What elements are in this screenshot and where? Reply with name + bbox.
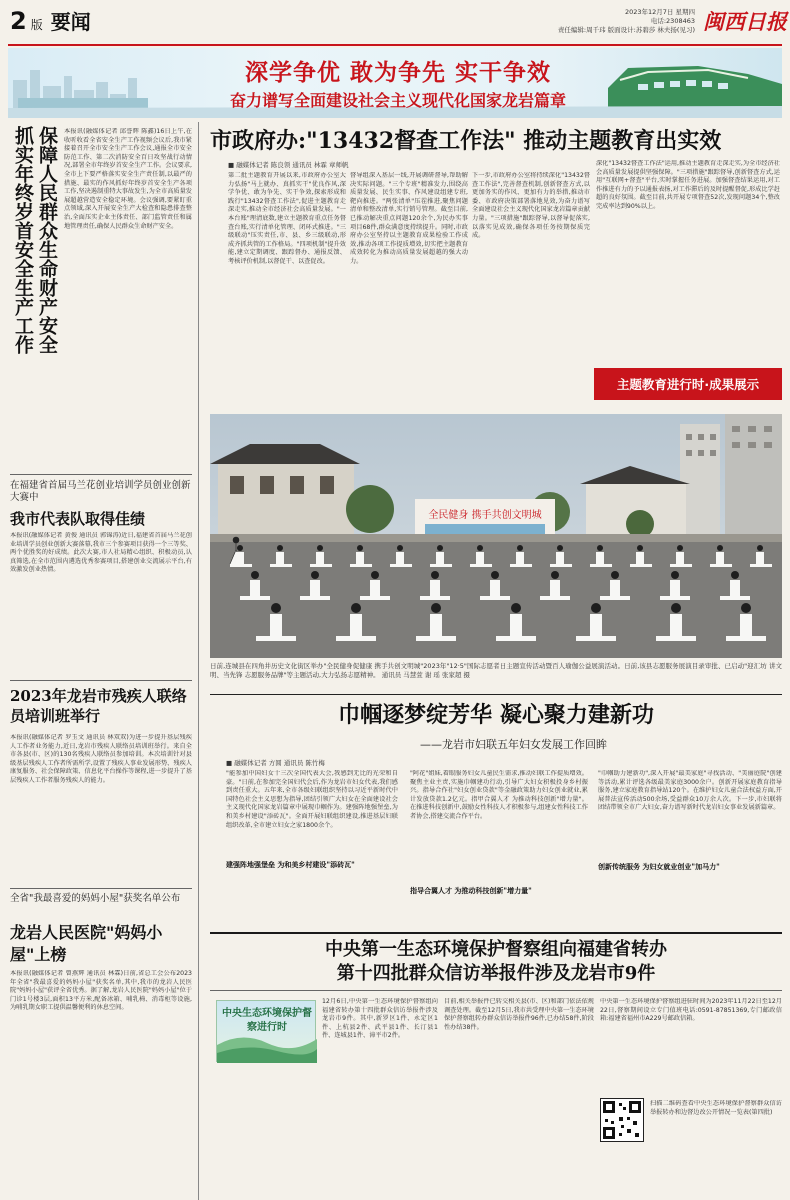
- qr-code[interactable]: [600, 1098, 644, 1142]
- main-article-col-3: 下一步,市政府办公室将持续深化"13432督查工作法",完善督查机制,创新督查方式,以更加务实的作风、更加有力的举措,推动市委、市政府决策部署落地见效,为奋力谱写全面建设社会主义现代化国家龙岩篇章贡献力量。"三项措施"跟踪督导,以督导促落实,以落实见成效,确保各项任务按期保质完成。: [472, 172, 590, 240]
- article-title: 我市代表队取得佳绩: [10, 510, 146, 528]
- env-logo-text: 中央生态环境保护督察进行时: [222, 1008, 312, 1033]
- women-article-col-3-cont: [598, 874, 782, 928]
- env-article-col-3: 中央第一生态环境保护督察组进驻时间为2023年11月22日至12月22日,督察期间设立专门值班电话:0591-87851369,专门邮政信箱:福建省福州市A229号邮政信箱。: [600, 998, 782, 1023]
- women-article-col-1: "能参加中国妇女十三次全国代表大会,我感到无比的光荣和自豪。"日前,在参加完全国妇代会后,作为龙岩市妇女代表,我们感到责任重大。五年来,全市各级妇联组织坚持以习近平新时代中国特色社会主义思想为指导,团结引领广大妇女在全面建设社会主义现代化国家龙岩篇章中展现巾帼作为。建强阵地强堡垒,为和美乡村建设"添砖瓦"。全面开展妇联组织建设,推进基层妇联组织改革,全市建立妇女之家1800余个。: [226, 770, 398, 829]
- women-article-col-1-cont: [226, 872, 398, 924]
- qr-code-icon: [601, 1099, 643, 1141]
- issue-date: 2023年12月7日 星期四: [624, 8, 695, 16]
- main-article-byline: ■ 融媒体记者 陈良领 通讯员 林霖 章师帆: [228, 161, 349, 169]
- women-article-col-2: "阿花"姐妹,着眼服务妇女儿童民生需求,推动妇联工作提质增效。聚焦主业主责,实施巾帼建功行动,引导广大妇女积极投身乡村振兴。指导合作社"妇女创业贷款"等金融政策助力妇女创业就业,累计发放贷款1.2亿元。指甲合翼人才 为推动科技创新"增力量"。在推进科技创新中,鼓励女性科技人才积极参与,组建女性科技工作者协会,搭建交流合作平台。: [410, 770, 588, 820]
- women-section-head-2: 指导合翼人才 为推动科技创新"增力量": [410, 886, 532, 895]
- women-article-title: 巾帼逐梦绽芳华 凝心聚力建新功: [338, 702, 654, 728]
- article-body: 本报讯(融媒体记者 罗玉文 通讯员 林双双)为进一步提升基层残疾人工作者业务能力,近日,龙岩市残疾人联络员培训班举行。来自全市各县(市、区)的130名残疾人联络员参加培训。本次培训针对县级基层残疾人工作者所需所学,设置了残疾人事业发展形势、残疾人康复服务、社会保障政策、信息化平台操作等课程,进一步提升了基层残疾人工作者服务残疾人的能力。: [10, 734, 192, 784]
- banner-line-2: 奋力谱写全面建设社会主义现代化国家龙岩篇章: [229, 91, 566, 110]
- env-article-title-1: 中央第一生态环境保护督察组向福建省转办: [325, 939, 667, 960]
- women-article-byline: ■ 融媒体记者 方圆 通讯员 陈竹梅: [226, 759, 325, 767]
- theme-red-banner: [594, 368, 782, 400]
- qr-caption: 扫描二维码查看中央生态环境保护督察群众信访举报转办和边督边改公开情况一览表(第四批): [650, 1100, 782, 1116]
- page-suffix: 版: [30, 18, 43, 32]
- article-body: 本报讯(融媒体记者 曾燕辉 通讯员 林霖)日前,省总工会公布2023年全省"我最喜爱的妈妈小屋"获奖名单,其中,我市的龙岩人民医院"妈妈小屋"获评全省优秀。据了解,龙岩人民医院"妈妈小屋"位于门诊1号楼3层,面积13平方米,配备冰箱、哺乳椅、消毒柜等设施,为哺乳期女职工提供温馨便利的休息空间。: [10, 970, 192, 1012]
- yoga-photo: [210, 414, 782, 658]
- paper-logo: 闽西日报: [703, 9, 787, 34]
- main-article-right-col: 深化"13432督查工作法"运用,推动主题教育走深走实,为全市经济社会高质量发展提供坚强保障。"三项措施"跟踪督导,创新督查方式,运用"互联网+督查"平台,实时掌握任务进展。加强督查结果运用,对工作推进有力的予以通报表扬,对工作滞后的及时提醒督促,形成比学赶超的良好氛围。截至目前,共开展专项督查52次,发现问题34个,整改完成率达到90%以上。: [596, 160, 780, 210]
- women-section-head-1: 建强阵地强堡垒 为和美乡村建设"添砖瓦": [226, 860, 355, 869]
- vertical-headline-2: 抓实年终岁首安全生产工作: [12, 126, 34, 354]
- env-logo: [216, 1000, 316, 1062]
- section-name: 要闻: [50, 10, 91, 34]
- theme-red-banner-text: 主题教育进行时·成果展示: [616, 377, 760, 392]
- env-article-col-1: 12月6日,中央第一生态环境保护督察组向福建省转办第十四批群众信访举报件涉及龙岩市9件。其中,新罗区1件、永定区1件、上杭县2件、武平县1件、长汀县1件、连城县1件、漳平市2件。: [322, 998, 438, 1040]
- article-pre-title: 在福建省首届马兰花创业培训学员创业创新大赛中: [10, 480, 191, 503]
- women-section-head-3: 创新传统服务 为妇女就业创业"加马力": [598, 862, 720, 871]
- vertical-headline-1: 保障人民群众生命财产安全: [36, 126, 58, 354]
- article-safety-body: 本报讯(融媒体记者 邱誉辉 陈鑫)16日上午,在收听收看全省安全生产工作视频会议后,我市紧接着召开全市安全生产工作会议,通报全市安全防范工作、第二次消防安全百日攻坚战行动情况,部署全市年终岁首安全生产工作。会议要求,全市上下要严格落实安全生产责任制,以最严的措施、最实的作风抓好年终岁首安全生产各项工作,坚决遏制重特大事故发生,为全市高质量发展超越营造安全稳定环境。会议强调,要紧盯重点领域,深入开展安全生产大检查和隐患排查整治,全面压实企业主体责任、部门监管责任和属地管理责任,确保人民群众生命财产安全。: [64, 128, 192, 230]
- banner-line-1: 深学争优 敢为争先 实干争效: [244, 59, 551, 86]
- main-article-col-2: 督导组深入基层一线,开展调研督导,帮助解决实际问题。"三个专班"精准发力,围绕高质量发展、民生实事、作风建设组建专班,靶向推进。"两张清单"压茬推进,聚焦问题清单和整改清单,实行销号管理。截至目前,已推动解决重点问题120余个,为民办实事项目68件,群众满意度持续提升。同时,市政府办公室坚持以主题教育成果检验工作成效,推动各项工作提质增效,切实把主题教育成效转化为推动高质量发展超越的强大动力。: [350, 172, 468, 265]
- article-safety-body-cont: [10, 380, 192, 468]
- photo-caption: 日前,连城县在四角井历史文化街区举办"全民健身促健康 携手共创文明城"2023年"12·5"国际志愿者日主题宣传活动暨百人瑜伽公益展演活动。日前,该县志愿服务展演目录审批、已启动"迎汇坊 讲文明、当先锋 志愿服务品牌"等主题活动,大力弘扬志愿精神。 通讯员 马慧萱 谢 瑶 张家超 摄: [210, 662, 782, 679]
- article-title: 2023年龙岩市残疾人联络员培训班举行: [10, 687, 187, 725]
- women-article-col-2-cont: [410, 898, 588, 928]
- article-title: 龙岩人民医院"妈妈小屋"上榜: [10, 923, 163, 964]
- yoga-photo-graphic: [210, 414, 782, 658]
- article-body: 本报讯(融媒体记者 黄俊 通讯员 郭锦涛)近日,福建省首届马兰花创业培训学员创业创新大赛落幕,我市三个参赛项目获得一个三等奖、两个优胜奖的好成绩。此次大赛,市人社局精心组织、积极动员,认真筛选,在全市范围内遴选优秀参赛项目,搭建创业交流展示平台,有效激发创业热情。: [10, 532, 192, 574]
- women-article-subtitle: ——龙岩市妇联五年妇女发展工作回眸: [420, 738, 607, 751]
- env-article-col-2: 目前,相关举报件已转交相关县(市、区)和部门依法依规调查处理。截至12月5日,我市共受理中央第一生态环境保护督察组转办群众信访举报件96件,已办结58件,阶段性办结38件。: [444, 998, 594, 1031]
- main-article-title: 市政府办:"13432督查工作法" 推动主题教育出实效: [210, 128, 722, 154]
- masthead: [0, 0, 790, 44]
- women-article-col-3: "巾帼助力建新功",深入开展"最美家庭"寻找活动、"美丽庭院"创建等活动,累计评选各级最美家庭3000余户。创新开展家庭教育指导服务,建立家庭教育指导站120个。在维护妇女儿童合法权益方面,开展普法宣传活动500余场,受益群众10万余人次。下一步,市妇联将团结带领全市广大妇女,奋力谱写新时代龙岩妇女事业发展新篇章。: [598, 770, 782, 812]
- theme-banner: [8, 48, 782, 118]
- vertical-headline-left: [10, 126, 58, 371]
- main-article-col-1: 第二批主题教育开展以来,市政府办公室大力弘扬"马上就办、真抓实干"优良作风,深学争优、敢为争先、实干争效,探索形成和践行"13432督查工作法",促进主题教育走深走实,推动全市经济社会高质量发展。"一本台账"理清底数,建立主题教育重点任务督查台账,实行清单化管理、闭环式推进。"三级联动"压实责任,市、县、乡三级联动,形成齐抓共管的工作格局。"四项机制"提升效能,建立定期调度、跟踪督办、通报反馈、考核评价机制,以督促干、以查促改。: [228, 172, 346, 265]
- env-article-title-2: 第十四批群众信访举报件涉及龙岩市9件: [336, 963, 656, 984]
- article-pre-title: 全省"我最喜爱的妈妈小屋"获奖名单公布: [10, 893, 181, 904]
- page-number: 2: [10, 7, 27, 35]
- phone: 电话:2308463: [650, 17, 695, 25]
- editors: 责任编辑:周千玮 版面设计:苏碧莎 林夫扬(见习): [557, 26, 695, 34]
- stage-banner-text: 全民健身 携手共创文明城: [428, 510, 542, 521]
